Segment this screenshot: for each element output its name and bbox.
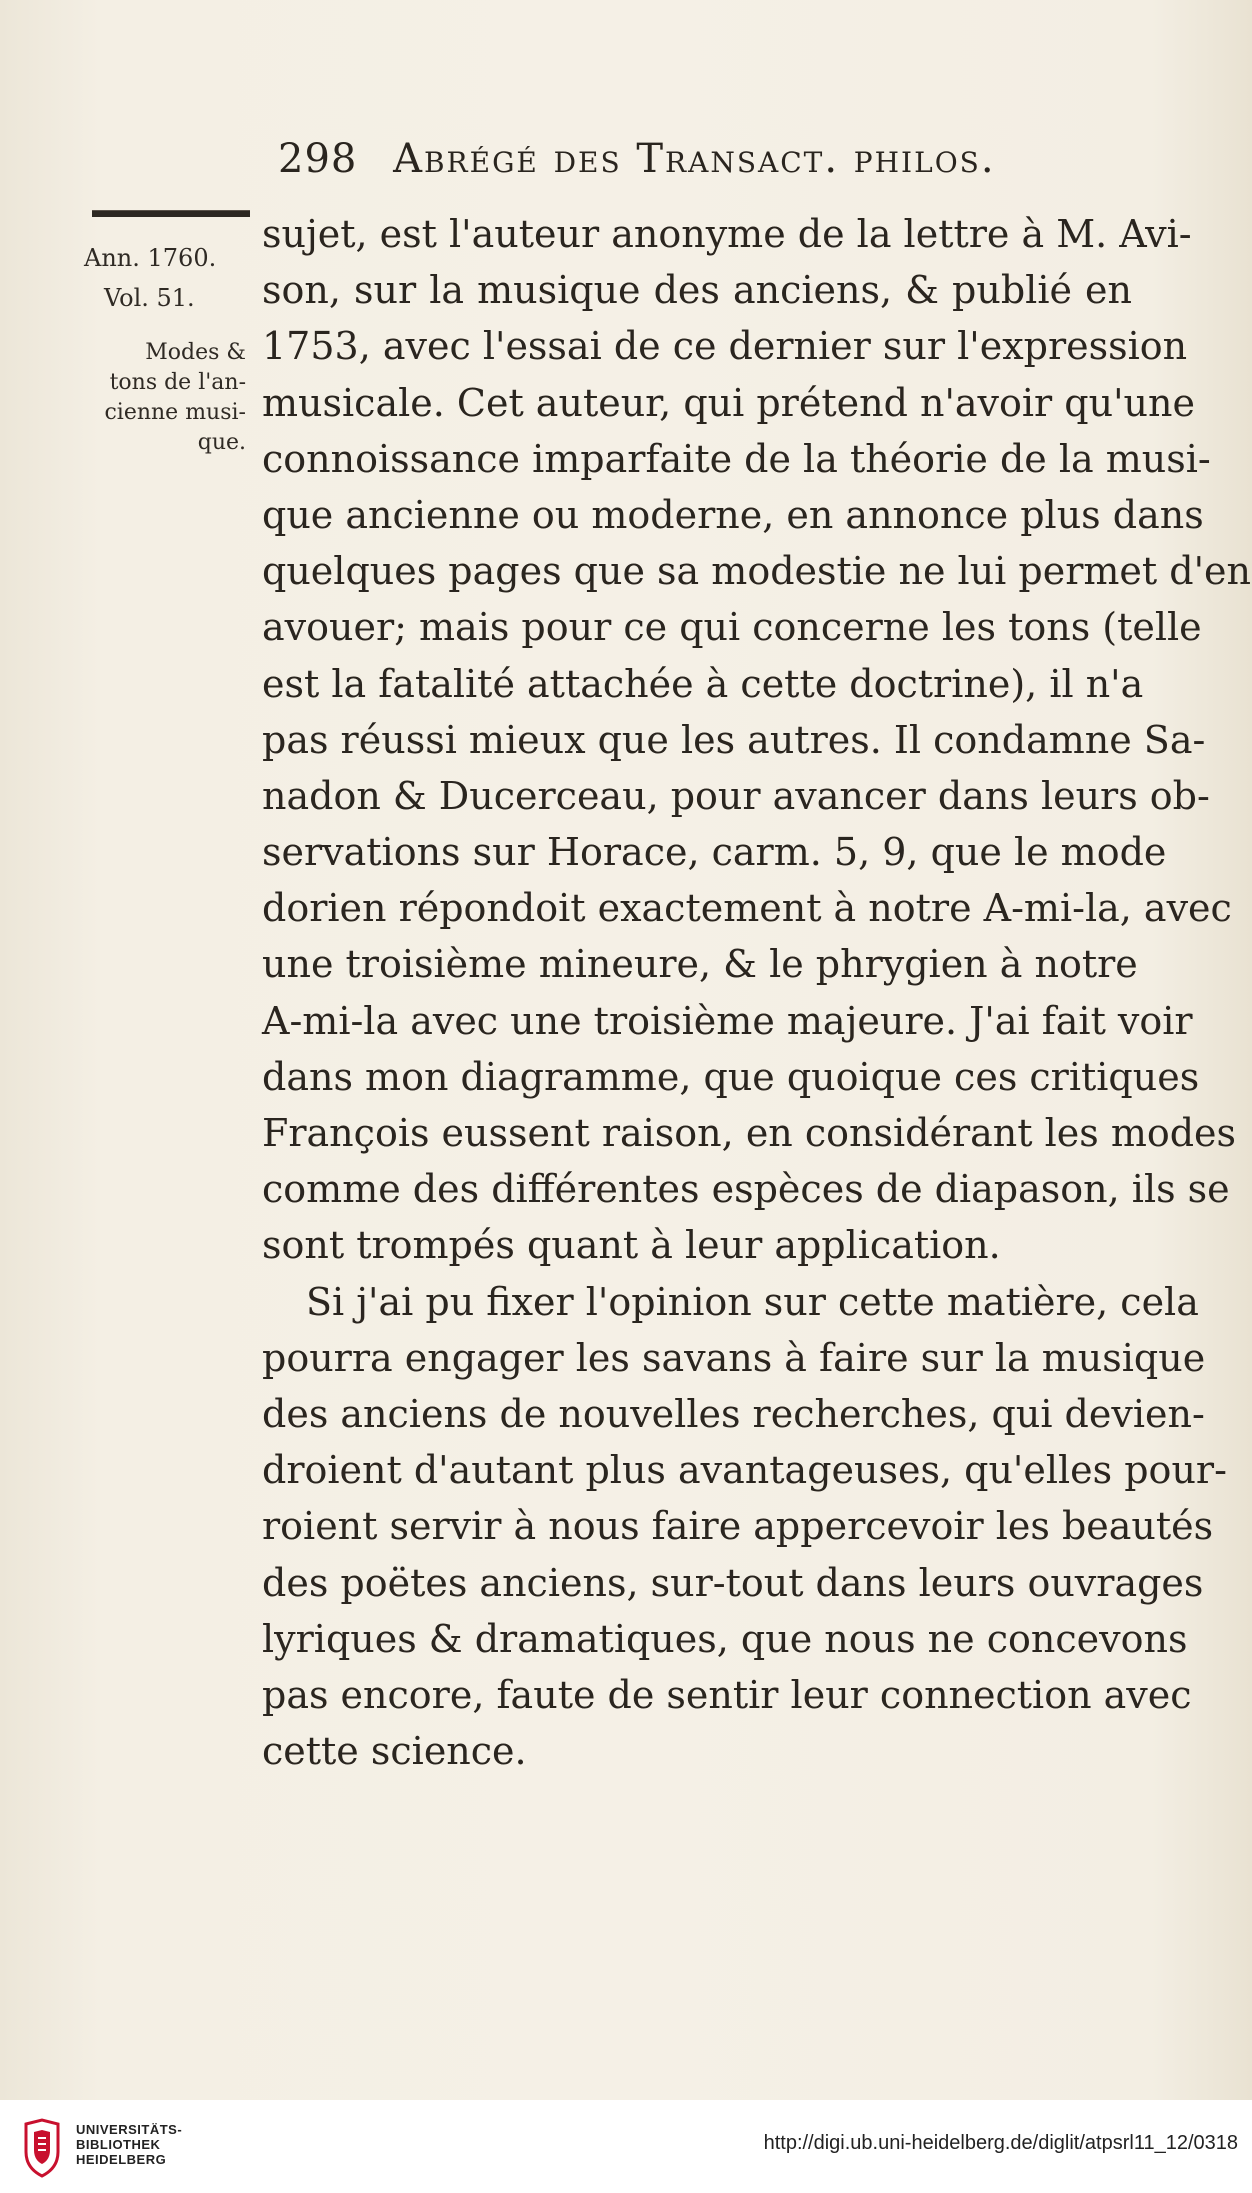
viewer-footer (0, 2100, 1252, 2193)
page-number: 298 (278, 136, 358, 182)
text-line: cette science. (262, 1729, 527, 1774)
text-line: une troisième mineure, & le phrygien à notre (262, 942, 1138, 987)
margin-note-topic-line: cienne musi- (104, 400, 246, 425)
text-line: roient servir à nous faire appercevoir les beautés (262, 1504, 1214, 1549)
text-line: quelques pages que sa modestie ne lui permet d'en (262, 549, 1251, 594)
text-line: sujet, est l'auteur anonyme de la lettre à M. Avi- (262, 212, 1192, 256)
text-line: musicale. Cet auteur, qui prétend n'avoir qu'une (262, 380, 1195, 425)
text-line: pas encore, faute de sentir leur connection avec (262, 1672, 1192, 1717)
text-line: des poëtes anciens, sur-tout dans leurs ouvrages (262, 1560, 1204, 1605)
text-line: pas réussi mieux que les autres. Il condamne Sa- (262, 717, 1206, 762)
text-line: droient d'autant plus avantageuses, qu'elles pour- (262, 1448, 1227, 1493)
library-name-line: BIBLIOTHEK (76, 2137, 161, 2152)
text-line: Si j'ai pu fixer l'opinion sur cette matière, cela (306, 1279, 1199, 1324)
running-title: Abrégé des Transact. philos. (393, 136, 996, 182)
library-name (76, 2122, 182, 2167)
margin-note-volume: Vol. 51. (104, 284, 195, 312)
margin-note-topic-line: que. (197, 430, 246, 455)
text-line: des anciens de nouvelles recherches, qui devien- (262, 1391, 1205, 1436)
library-name-line: UNIVERSITÄTS- (76, 2122, 183, 2137)
text-line: sont trompés quant à leur application. (262, 1223, 1001, 1268)
text-line: son, sur la musique des anciens, & publié en (262, 268, 1132, 313)
text-line: comme des différentes espèces de diapason, ils se (262, 1167, 1230, 1212)
body-text (262, 206, 1251, 1779)
text-line: que ancienne ou moderne, en annonce plus dans (262, 492, 1204, 537)
text-line: pourra engager les savans à faire sur la musique (262, 1335, 1206, 1380)
text-line: dorien répondoit exactement à notre A-mi-la, avec (262, 886, 1232, 931)
text-line: connoissance imparfaite de la théorie de la musi- (262, 436, 1211, 481)
margin-note-topic (86, 338, 246, 458)
text-line: lyriques & dramatiques, que nous ne concevons (262, 1616, 1188, 1661)
text-line: A-mi-la avec une troisième majeure. J'ai fait voir (262, 998, 1193, 1043)
running-header (278, 136, 1138, 192)
text-line: 1753, avec l'essai de ce dernier sur l'expression (262, 324, 1188, 369)
text-line: François eussent raison, en considérant les modes (262, 1111, 1237, 1155)
margin-note-year: Ann. 1760. (84, 244, 217, 272)
margin-note-topic-line: tons de l'an- (109, 370, 246, 395)
margin-note-topic-line: Modes & (145, 340, 246, 365)
text-line: nadon & Ducerceau, pour avancer dans leurs ob- (262, 773, 1210, 818)
library-name-line: HEIDELBERG (76, 2152, 167, 2167)
text-line: est la fatalité attachée à cette doctrine), il n'a (262, 661, 1144, 706)
text-line: servations sur Horace, carm. 5, 9, que le mode (262, 830, 1167, 875)
permalink-url[interactable]: http://digi.ub.uni-heidelberg.de/diglit/atpsrl11_12/0318 (763, 2132, 1238, 2154)
library-logo-icon (16, 2118, 68, 2180)
text-line: dans mon diagramme, que quoique ces critiques (262, 1054, 1200, 1099)
marginal-rule (92, 210, 250, 217)
text-line: avouer; mais pour ce qui concerne les tons (telle (262, 605, 1202, 650)
